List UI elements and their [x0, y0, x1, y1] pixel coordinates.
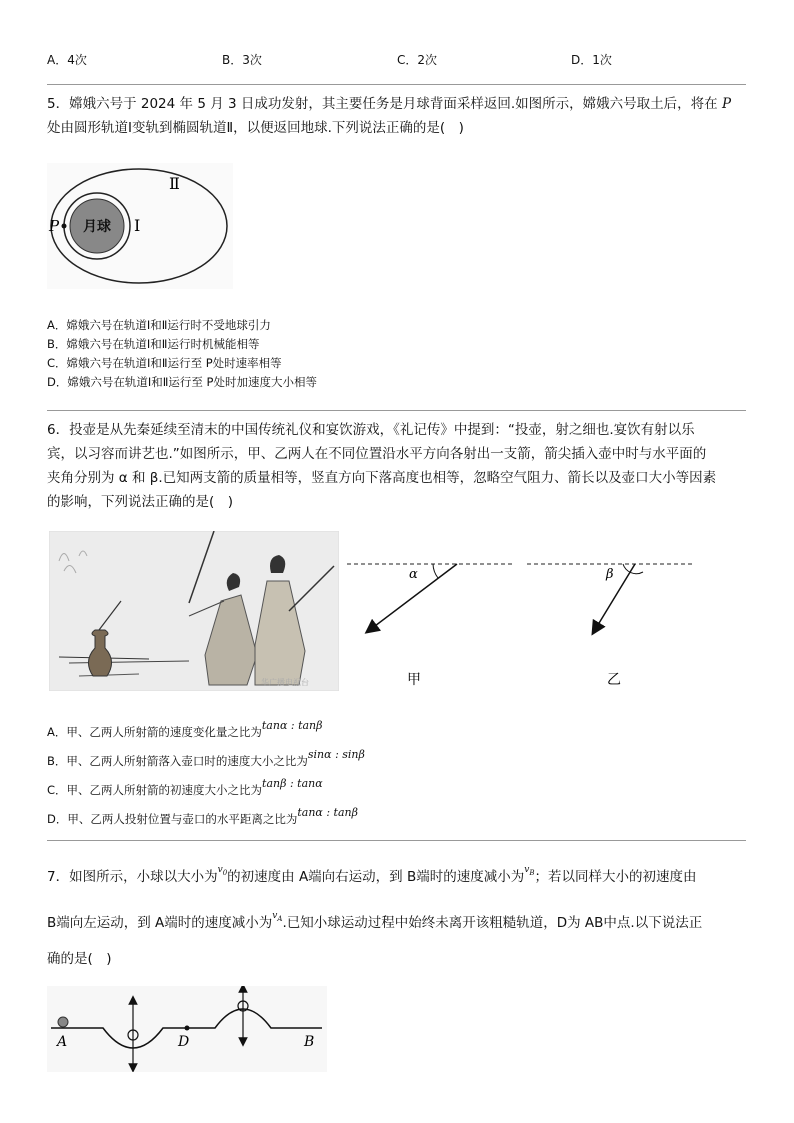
q7-stem [47, 862, 745, 975]
ball-icon [58, 1017, 68, 1027]
label-a: A [57, 1034, 68, 1050]
v0-symbol: v0 [217, 865, 228, 877]
q7-line1-c: ；若以同样大小的初速度由 [534, 869, 697, 885]
divider [47, 840, 746, 841]
painting-watermark: 华广播电视台 [261, 678, 309, 687]
q6-arrow-diagrams [345, 556, 700, 691]
q6-choice-a[interactable]: A．甲、乙两人所射箭的速度变化量之比为tanα : tanβ [47, 719, 323, 739]
vb-symbol: vB [524, 865, 535, 877]
label-orbit-ii: Ⅱ [169, 174, 180, 193]
label-p: P [49, 217, 60, 235]
q5-choice-c[interactable]: C．嫦娥六号在轨道Ⅰ和Ⅱ运行至 P处时速率相等 [47, 356, 282, 370]
q4-option-b[interactable]: B．3次 [222, 53, 262, 67]
q5-point-p: P [721, 96, 732, 112]
q4-option-c[interactable]: C．2次 [397, 53, 438, 67]
q6-choices [47, 718, 365, 834]
q4-option-d[interactable]: D．1次 [571, 53, 612, 67]
q6-stem [47, 418, 745, 514]
label-orbit-i: I [134, 216, 141, 235]
q5-stem-line1: 5．嫦娥六号于 2024 年 5 月 3 日成功发射，其主要任务是月球背面采样返回.如图所示，嫦娥六号取土后，将在 [47, 96, 718, 112]
q6-choice-b[interactable]: B．甲、乙两人所射箭落入壶口时的速度大小之比为sinα : sinβ [47, 748, 365, 768]
q7-line1-a: 7．如图所示，小球以大小为 [47, 869, 218, 885]
q7-track-figure [47, 986, 327, 1072]
label-b: B [304, 1034, 315, 1050]
point-p [62, 224, 67, 229]
q6-touhu-painting [49, 531, 339, 691]
label-yi: 乙 [607, 672, 621, 688]
label-moon: 月球 [83, 219, 111, 235]
label-beta: β [606, 567, 614, 582]
q5-choices [47, 316, 317, 392]
divider [47, 410, 746, 411]
q5-choice-d[interactable]: D．嫦娥六号在轨道Ⅰ和Ⅱ运行至 P处时加速度大小相等 [47, 375, 317, 389]
q6-stem-line4: 的影响，下列说法正确的是( ) [47, 494, 234, 510]
q6-stem-line1: 6．投壶是从先秦延续至清末的中国传统礼仪和宴饮游戏，《礼记传》中提到：“投壶，射之细也.宴饮有射以乐 [47, 422, 695, 438]
q5-choice-a[interactable]: A．嫦娥六号在轨道Ⅰ和Ⅱ运行时不受地球引力 [47, 318, 271, 332]
q6-stem-line3: 夹角分别为 α 和 β.已知两支箭的质量相等，竖直方向下落高度也相等，忽略空气阻力、箭长以及壶口大小等因素 [47, 470, 717, 486]
q6-stem-line2: 宾，以习容而讲艺也.”如图所示，甲、乙两人在不同位置沿水平方向各射出一支箭，箭尖插入壶中时与水平面的 [47, 446, 707, 462]
label-jia: 甲 [407, 672, 421, 688]
q7-line2-b: .已知小球运动过程中始终未离开该粗糙轨道，D为 AB中点.以下说法正 [282, 914, 703, 931]
q7-line1-b: 的初速度由 A端向右运动，到 B端时的速度减小为 [227, 869, 525, 885]
q5-orbit-figure [47, 163, 233, 289]
va-symbol: vA [272, 910, 283, 923]
yi-arrow [593, 564, 635, 633]
label-d: D [178, 1034, 190, 1050]
q5-stem-line2: 处由圆形轨道Ⅰ变轨到椭圆轨道Ⅱ，以便返回地球.下列说法正确的是( ) [47, 120, 464, 136]
label-alpha: α [409, 567, 418, 582]
q7-line2-a: B端向左运动，到 A端时的速度减小为 [47, 914, 273, 931]
q4-option-a[interactable]: A．4次 [47, 53, 87, 67]
q7-line3: 确的是( ) [47, 950, 112, 967]
q5-choice-b[interactable]: B．嫦娥六号在轨道Ⅰ和Ⅱ运行时机械能相等 [47, 337, 260, 351]
q6-choice-c[interactable]: C．甲、乙两人所射箭的初速度大小之比为tanβ : tanα [47, 777, 323, 797]
point-d [185, 1026, 190, 1031]
q5-stem [47, 92, 745, 140]
q6-choice-d[interactable]: D．甲、乙两人投射位置与壶口的水平距离之比为tanα : tanβ [47, 806, 358, 826]
divider [47, 84, 746, 85]
